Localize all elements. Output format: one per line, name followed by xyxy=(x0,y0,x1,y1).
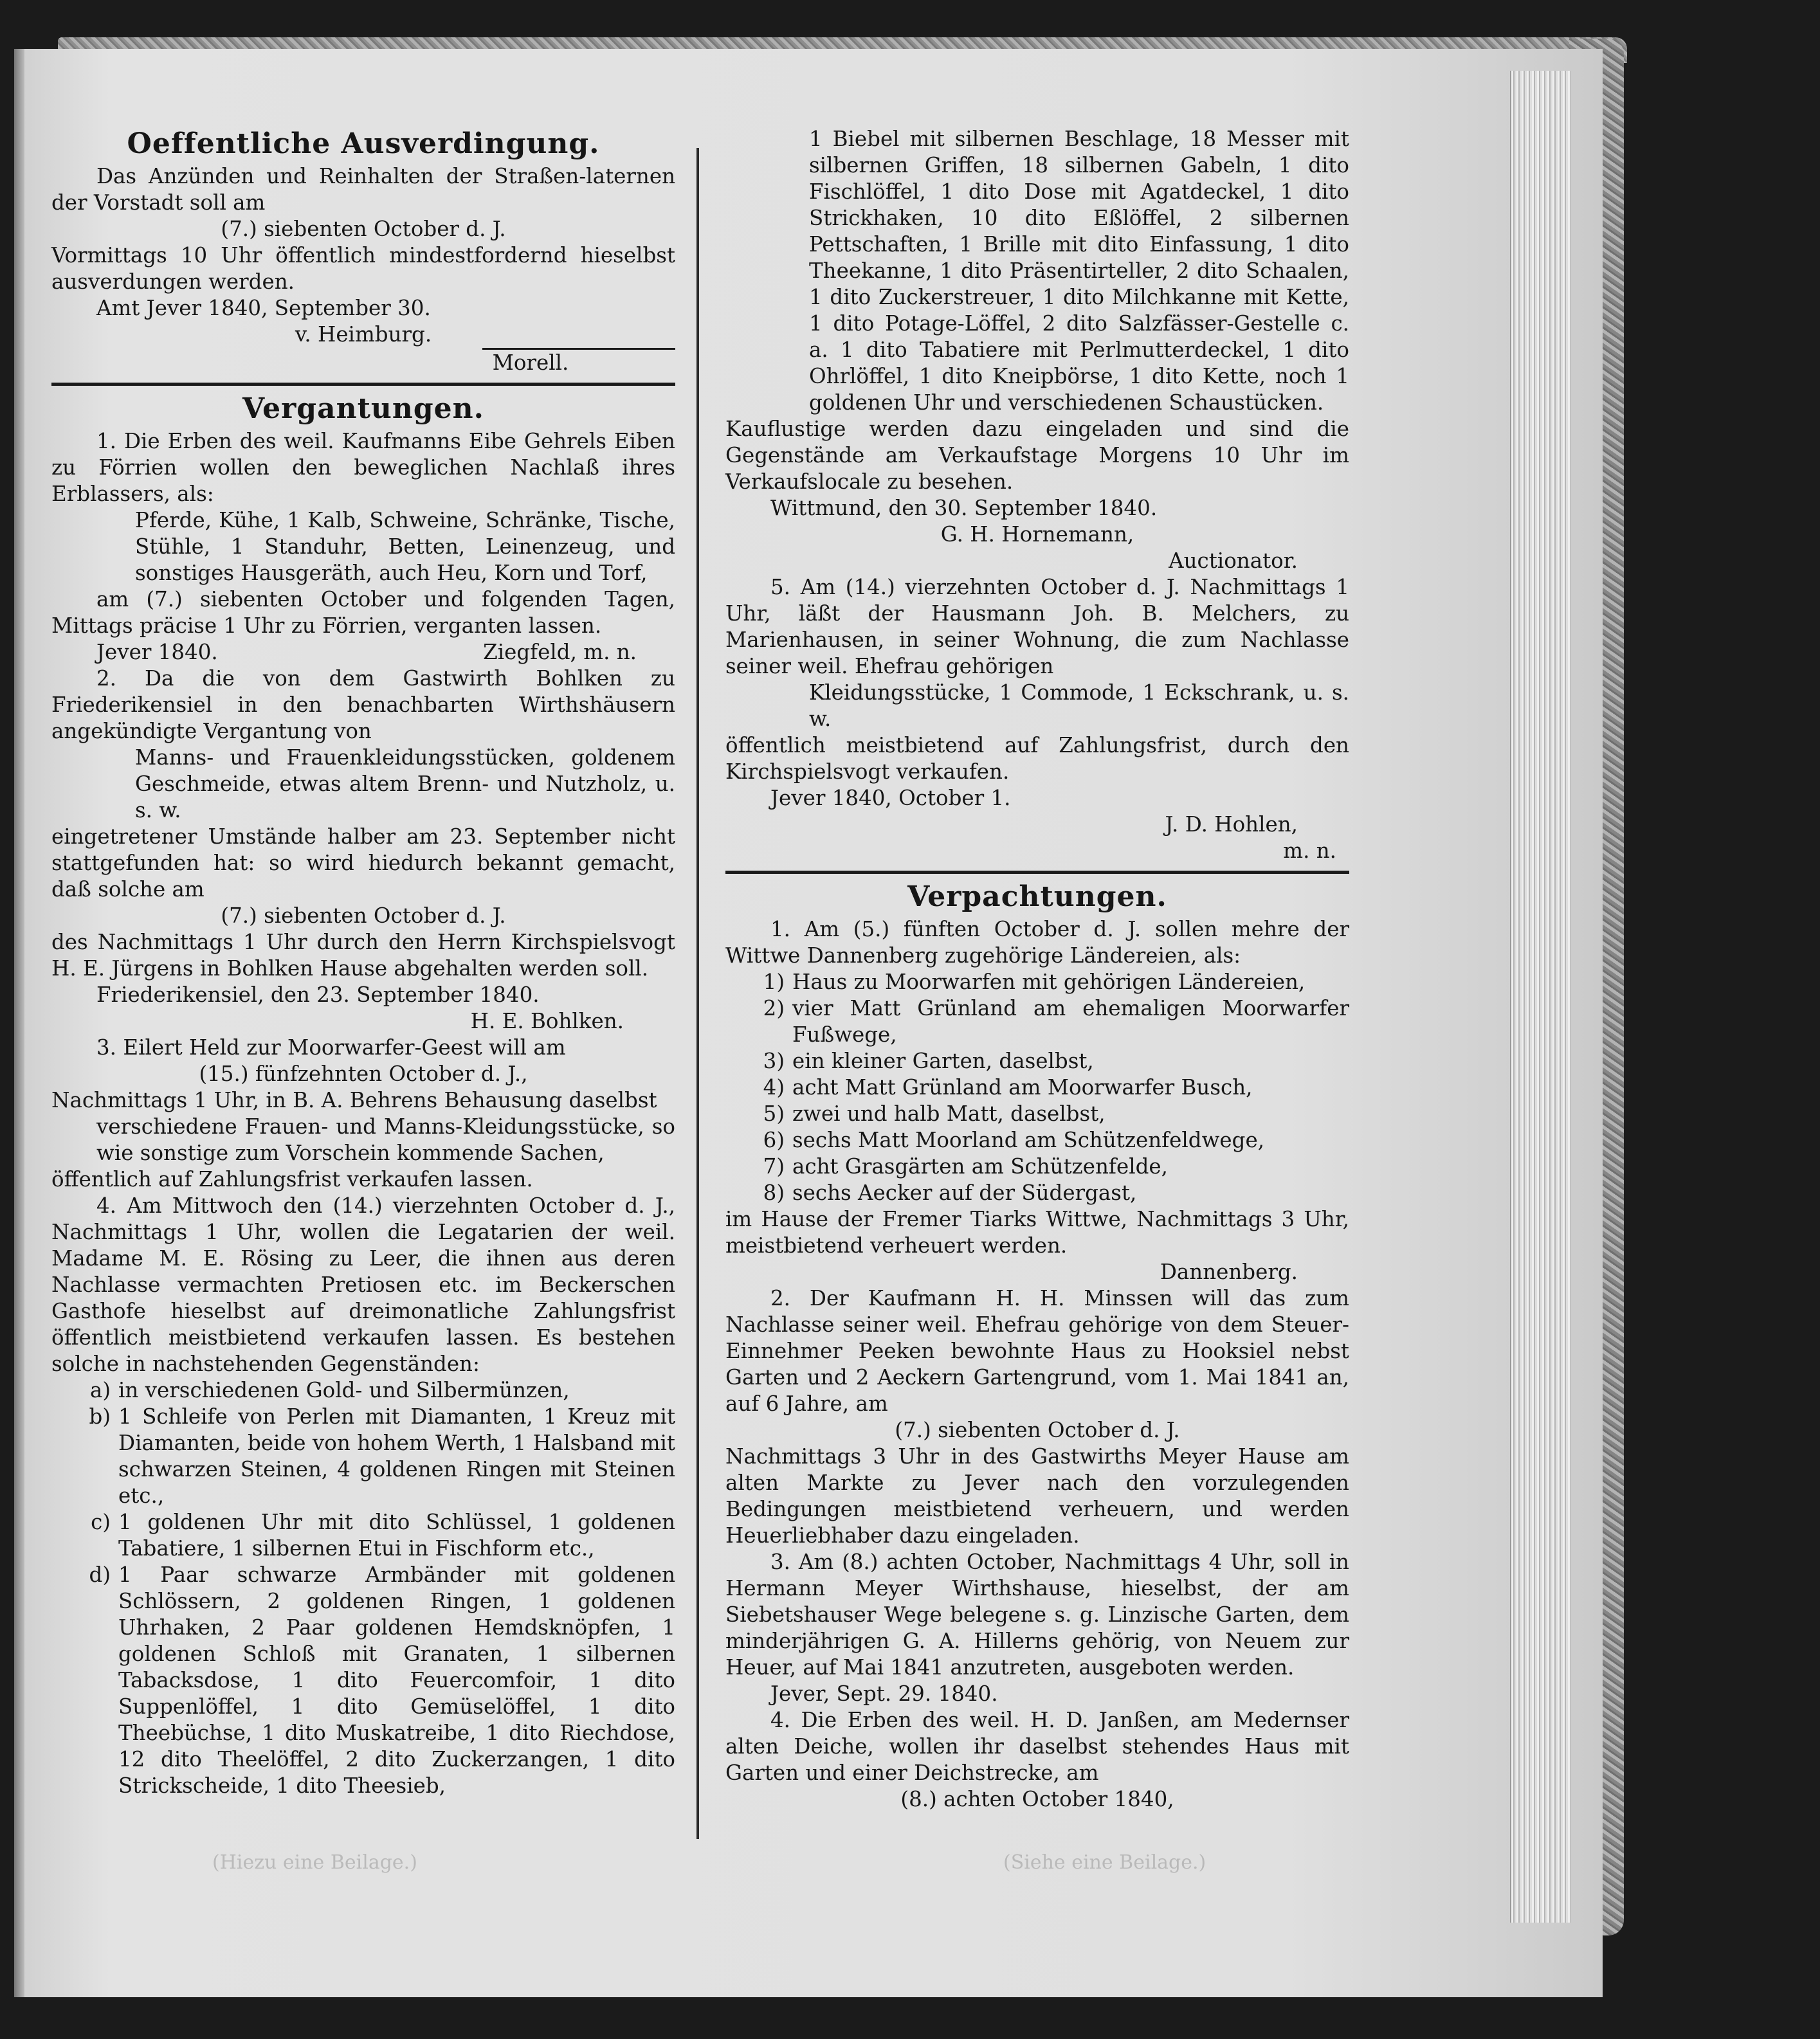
notice-date: (7.) siebenten October d. J. xyxy=(221,903,506,928)
notice-text: im Hause der Fremer Tiarks Wittwe, Nachmittags 3 Uhr, meistbietend verheuert werden. xyxy=(725,1207,1349,1258)
section-divider xyxy=(725,871,1349,874)
notice-place-date: Jever 1840. xyxy=(96,640,218,664)
section-heading-vergantungen: Vergantungen. xyxy=(242,392,484,425)
list-item: 1) Haus zu Moorwarfen mit gehörigen Ländereien, xyxy=(763,970,1306,994)
list-item: 6) sechs Matt Moorland am Schützenfeldwege, xyxy=(763,1128,1265,1152)
notice-text: 4. Am Mittwoch den (14.) vierzehnten October d. J., Nachmittags 1 Uhr, wollen die Legatarien der weil. Madame M. E. Rösing zu Leer, die ihnen aus deren Nachlasse vermachten Pretiosen etc. im Beckerschen Gasthofe hieselbst auf dreimonatliche Zahlungsfrist öffentlich meistbietend verkaufen lassen. Es bestehen solche in nachstehenden Gegenständen: xyxy=(51,1193,675,1376)
notice-place-date: Jever 1840, October 1. xyxy=(770,786,1011,810)
binding-gutter xyxy=(14,49,24,1997)
list-item: 4) acht Matt Grünland am Moorwarfer Busch, xyxy=(763,1075,1253,1100)
notice-place-date: Jever, Sept. 29. 1840. xyxy=(770,1681,998,1706)
section-divider xyxy=(51,383,675,386)
notice-text: Nachmittags 1 Uhr, in B. A. Behrens Behausung daselbst xyxy=(51,1088,657,1112)
notice-date: (15.) fünfzehnten October d. J., xyxy=(199,1062,528,1086)
page-footer-note: (Siehe eine Beilage.) xyxy=(1003,1851,1206,1874)
list-item: c) 1 goldenen Uhr mit dito Schlüssel, 1 goldenen Tabatiere, 1 silbernen Etui in Fischform etc., xyxy=(91,1510,675,1561)
notice-text: eingetretener Umstände halber am 23. September nicht stattgefunden hat: so wird hiedurch bekannt gemacht, daß solche am xyxy=(51,824,675,902)
notice-items: 1 Biebel mit silbernen Beschlage, 18 Messer mit silbernen Griffen, 18 silbernen Gabeln, 1 dito Fischlöffel, 1 dito Dose mit Agatdeckel, 1 dito Strickhaken, 10 dito Eßlöffel, 2 silbernen Pettschaften, 1 Brille mit dito Einfassung, 1 dito Theekanne, 1 dito Präsentirteller, 2 dito Schaalen, 1 dito Zuckerstreuer, 1 dito Milchkanne mit Kette, 1 dito Potage-Löffel, 2 dito Salzfässer-Gestelle c. a. 1 dito Tabatiere mit Perlmutterdeckel, 1 dito Ohrlöffel, 1 dito Kneipbörse, 1 dito Kette, noch 1 goldenen Uhr und verschiedenen Schaustücken. xyxy=(809,127,1349,415)
notice-signature: H. E. Bohlken. xyxy=(470,1009,624,1033)
notice-text: 4. Die Erben des weil. H. D. Janßen, am Medernser alten Deiche, wollen ihr daselbst stehendes Haus mit Garten und einer Deichstrecke, am xyxy=(725,1708,1349,1785)
page-leaves xyxy=(1510,71,1570,1923)
list-item: d) 1 Paar schwarze Armbänder mit goldenen Schlössern, 2 goldenen Ringen, 1 goldenen Uhrhaken, 2 Paar goldenen Hemdsknöpfen, 1 goldenen Schloß mit Granaten, 1 silbernen Tabacksdose, 1 dito Feuercomfoir, 1 dito Suppenlöffel, 1 dito Gemüselöffel, 1 dito Theebüchse, 1 dito Muskatreibe, 1 dito Riechdose, 12 dito Theelöffel, 2 dito Zuckerzangen, 1 dito Strickscheide, 1 dito Theesieb, xyxy=(89,1563,675,1798)
item-list xyxy=(51,1377,675,1799)
list-item: 7) acht Grasgärten am Schützenfelde, xyxy=(763,1154,1168,1179)
notice-signature: J. D. Hohlen, xyxy=(1165,812,1298,837)
notice-items: verschiedene Frauen- und Manns-Kleidungsstücke, so wie sonstige zum Vorschein kommende Sachen, xyxy=(96,1114,675,1165)
notice-text: öffentlich auf Zahlungsfrist verkaufen lassen. xyxy=(51,1167,533,1192)
notice-place-date: Friederikensiel, den 23. September 1840. xyxy=(96,983,540,1007)
notice-place-date: Amt Jever 1840, September 30. xyxy=(96,296,431,320)
column-divider xyxy=(696,148,699,1839)
notice-text: öffentlich meistbietend auf Zahlungsfrist, durch den Kirchspielsvogt verkaufen. xyxy=(725,733,1349,784)
list-item: 3) ein kleiner Garten, daselbst, xyxy=(763,1049,1094,1073)
list-item: a) in verschiedenen Gold- und Silbermünzen, xyxy=(89,1378,570,1402)
list-item: 8) sechs Aecker auf der Südergast, xyxy=(763,1181,1137,1205)
notice-items: Kleidungsstücke, 1 Commode, 1 Eckschrank, u. s. w. xyxy=(809,680,1349,731)
notice-signature: G. H. Hornemann, xyxy=(940,522,1134,547)
notice-place-date: Wittmund, den 30. September 1840. xyxy=(770,496,1158,520)
notice-text: 5. Am (14.) vierzehnten October d. J. Nachmittags 1 Uhr, läßt der Hausmann Joh. B. Melchers, zu Marienhausen, in seiner Wohnung, die zum Nachlasse seiner weil. Ehefrau gehörigen xyxy=(725,575,1349,678)
list-item: 5) zwei und halb Matt, daselbst, xyxy=(763,1101,1106,1126)
notice-signature: Morell. xyxy=(492,350,569,375)
page-footer-note: (Hiezu eine Beilage.) xyxy=(212,1851,417,1874)
notice-text: Kauflustige werden dazu eingeladen und sind die Gegenstände am Verkaufstage Morgens 10 Uhr im Verkaufslocale zu besehen. xyxy=(725,417,1349,494)
right-column xyxy=(725,126,1349,1813)
notice-items: Pferde, Kühe, 1 Kalb, Schweine, Schränke, Tische, Stühle, 1 Standuhr, Betten, Leinenzeug, und sonstiges Hausgeräth, auch Heu, Korn und Torf, xyxy=(135,508,675,585)
notice-items: Manns- und Frauenkleidungsstücken, goldenem Geschmeide, etwas altem Brenn- und Nutzholz, u. s. w. xyxy=(135,745,675,822)
notice-signature: Dannenberg. xyxy=(1160,1260,1298,1284)
notice-date: (7.) siebenten October d. J. xyxy=(221,217,506,241)
notice-text: 1. Die Erben des weil. Kaufmanns Eibe Gehrels Eiben zu Förrien wollen den beweglichen Nachlaß ihres Erblassers, als: xyxy=(51,429,675,506)
list-item: 2) vier Matt Grünland am ehemaligen Moorwarfer Fußwege, xyxy=(763,996,1349,1047)
notice-signature: Ziegfeld, m. n. xyxy=(483,640,637,664)
notice-date: (7.) siebenten October d. J. xyxy=(895,1418,1180,1442)
notice-text: des Nachmittags 1 Uhr durch den Herrn Kirchspielsvogt H. E. Jürgens in Bohlken Hause abgehalten werden soll. xyxy=(51,930,675,981)
notice-text: Vormittags 10 Uhr öffentlich mindestfordernd hieselbst ausverdungen werden. xyxy=(51,243,675,294)
left-column xyxy=(51,122,675,1799)
notice-text: 2. Da die von dem Gastwirth Bohlken zu Friederikensiel in den benachbarten Wirthshäusern angekündigte Vergantung von xyxy=(51,666,675,743)
notice-text: 1. Am (5.) fünften October d. J. sollen mehre der Wittwe Dannenberg zugehörige Ländereien, als: xyxy=(725,917,1349,968)
notice-signature: v. Heimburg. xyxy=(295,322,432,347)
notice-text: Das Anzünden und Reinhalten der Straßen-laternen der Vorstadt soll am xyxy=(51,164,675,215)
item-list xyxy=(725,969,1349,1206)
notice-signature: m. n. xyxy=(1283,838,1336,863)
notice-text: am (7.) siebenten October und folgenden Tagen, Mittags präcise 1 Uhr zu Förrien, verganten lassen. xyxy=(51,587,675,638)
notice-text: 3. Eilert Held zur Moorwarfer-Geest will am xyxy=(96,1035,566,1060)
notice-signature: Auctionator. xyxy=(1169,548,1298,573)
notice-text: Nachmittags 3 Uhr in des Gastwirths Meyer Hause am alten Markte zu Jever nach den vorzulegenden Bedingungen meistbietend verheuern, und werden Heuerliebhaber dazu eingeladen. xyxy=(725,1444,1349,1548)
notice-text: 2. Der Kaufmann H. H. Minssen will das zum Nachlasse seiner weil. Ehefrau gehörige von dem Steuer-Einnehmer Peeken bewohnte Haus zu Hooksiel nebst Garten und 2 Aeckern Gartengrund, vom 1. Mai 1841 an, auf 6 Jahre, am xyxy=(725,1286,1349,1416)
section-heading-verpachtungen: Verpachtungen. xyxy=(907,880,1167,913)
notice-text: 3. Am (8.) achten October, Nachmittags 4 Uhr, soll in Hermann Meyer Wirthshause, hieselbst, der am Siebetshauser Wege belegene s. g. Linzische Garten, dem minderjährigen G. A. Hillerns gehörig, von Neuem zur Heuer, auf Mai 1841 anzutreten, ausgeboten werden. xyxy=(725,1550,1349,1680)
list-item: b) 1 Schleife von Perlen mit Diamanten, 1 Kreuz mit Diamanten, beide von hohem Werth, 1 Halsband mit schwarzen Steinen, 4 goldenen Ringen mit Steinen etc., xyxy=(89,1404,675,1508)
notice-date: (8.) achten October 1840, xyxy=(900,1787,1174,1811)
section-heading-ausverdingung: Oeffentliche Ausverdingung. xyxy=(127,127,600,160)
